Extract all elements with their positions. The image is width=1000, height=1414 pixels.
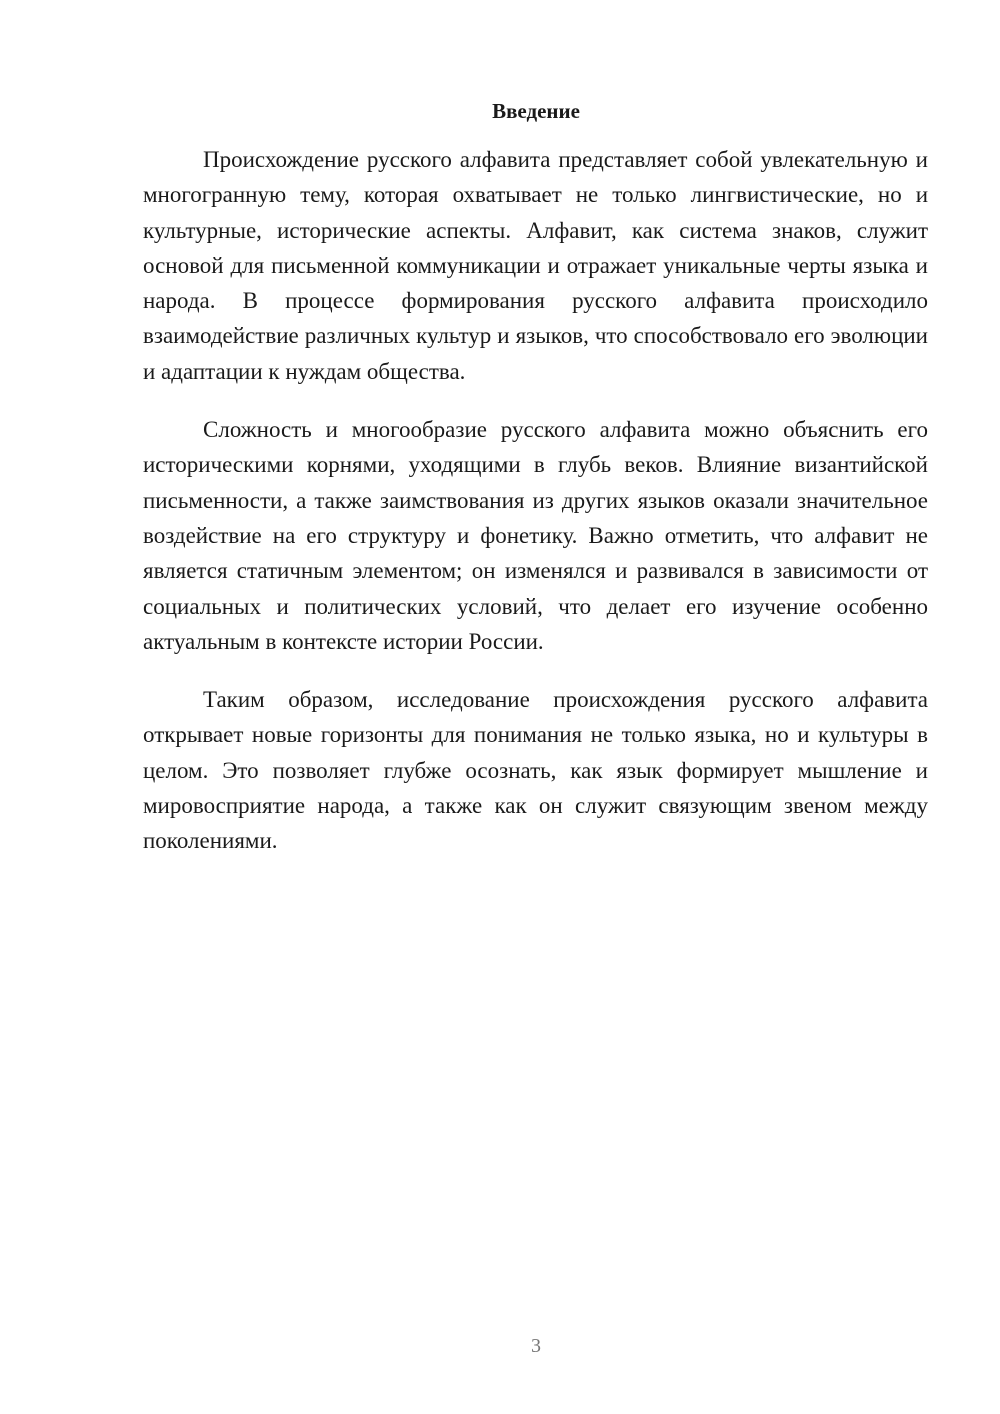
paragraph-3: Таким образом, исследование происхождения русского алфавита открывает новые горизонты для понимания не только языка, но и культуры в целом. Это позволяет глубже осознать, как язык формирует мышление и мировосприятие народа, а также как он служит связующим звеном между поколениями. bbox=[143, 687, 928, 854]
paragraph-1: Происхождение русского алфавита представляет собой увлекательную и многогранную тему, которая охватывает не только лингвистические, но и культурные, исторические аспекты. Алфавит, как система знаков, служит основой для письменной коммуникации и отражает уникальные черты языка и народа. В процессе формирования русского алфавита происходило взаимодействие различных культур и языков, что способствовало его эволюции и адаптации к нуждам общества. bbox=[143, 147, 928, 384]
body-text bbox=[143, 142, 928, 882]
paragraph-2: Сложность и многообразие русского алфавита можно объяснить его историческими корнями, уходящими в глубь веков. Влияние византийской письменности, а также заимствования из других языков оказали значительное воздействие на его структуру и фонетику. Важно отметить, что алфавит не является статичным элементом; он изменялся и развивался в зависимости от социальных и политических условий, что делает его изучение особенно актуальным в контексте истории России. bbox=[143, 417, 928, 654]
section-heading: Введение bbox=[492, 99, 580, 123]
page-number: 3 bbox=[531, 1335, 541, 1357]
